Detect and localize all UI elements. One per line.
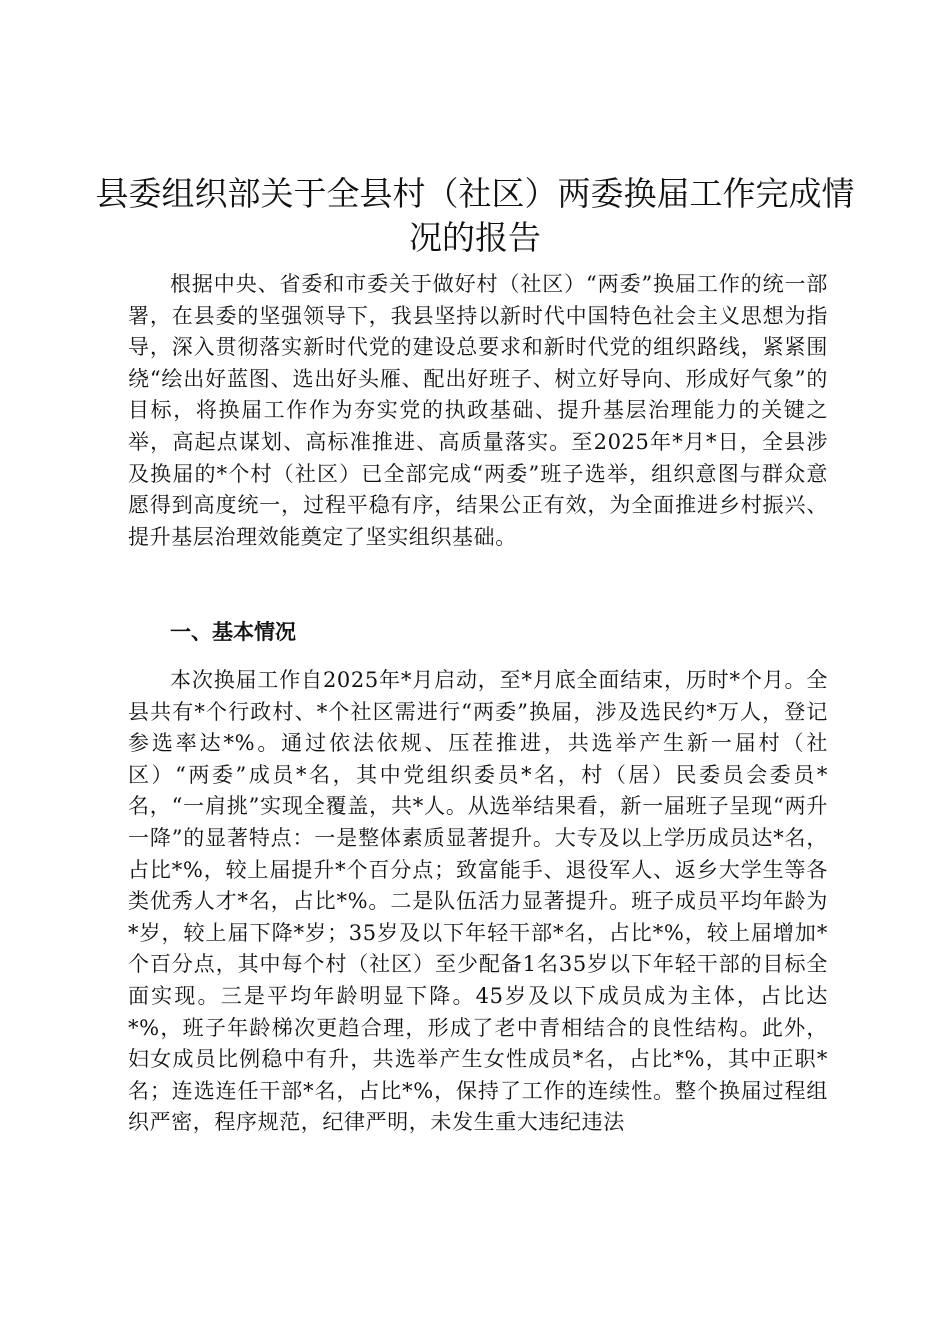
document-title: 县委组织部关于全县村（社区）两委换届工作完成情况的报告 [95,174,855,257]
section-heading-basic-situation: 一、基本情况 [170,620,296,644]
section-basic-situation-paragraph: 本次换届工作自2025年*月启动，至*月底全面结束，历时*个月。全县共有*个行政村、*个社区需进行“两委”换届，涉及选民约*万人，登记参选率达*%。通过依法依规、压茬推进，共选举产生新一届村（社区）“两委”成员*名，其中党组织委员*名，村（居）民委员会委员*名，“一肩挑”实现全覆盖，共*人。从选举结果看，新一届班子呈现“两升一降”的显著特点：一是整体素质显著提升。大专及以上学历成员达*名，占比*%，较上届提升*个百分点；致富能手、退役军人、返乡大学生等各类优秀人才*名，占比*%。二是队伍活力显著提升。班子成员平均年龄为*岁，较上届下降*岁；35岁及以下年轻干部*名，占比*%，较上届增加*个百分点，其中每个村（社区）至少配备1名35岁以下年轻干部的目标全面实现。三是平均年龄明显下降。45岁及以下成员成为主体，占比达*%，班子年龄梯次更趋合理，形成了老中青相结合的良性结构。此外，妇女成员比例稳中有升，共选举产生女性成员*名，占比*%，其中正职*名；连选连任干部*名，占比*%，保持了工作的连续性。整个换届过程组织严密，程序规范，纪律严明，未发生重大违纪违法 [128,668,828,1135]
intro-paragraph: 根据中央、省委和市委关于做好村（社区）“两委”换届工作的统一部署，在县委的坚强领导下，我县坚持以新时代中国特色社会主义思想为指导，深入贯彻落实新时代党的建设总要求和新时代党的组织路线，紧紧围绕“绘出好蓝图、选出好头雁、配出好班子、树立好导向、形成好气象”的目标，将换届工作作为夯实党的执政基础、提升基层治理能力的关键之举，高起点谋划、高标准推进、高质量落实。至2025年*月*日，全县涉及换届的*个村（社区）已全部完成“两委”班子选举，组织意图与群众意愿得到高度统一，过程平稳有序，结果公正有效，为全面推进乡村振兴、提升基层治理效能奠定了坚实组织基础。 [128,272,828,549]
